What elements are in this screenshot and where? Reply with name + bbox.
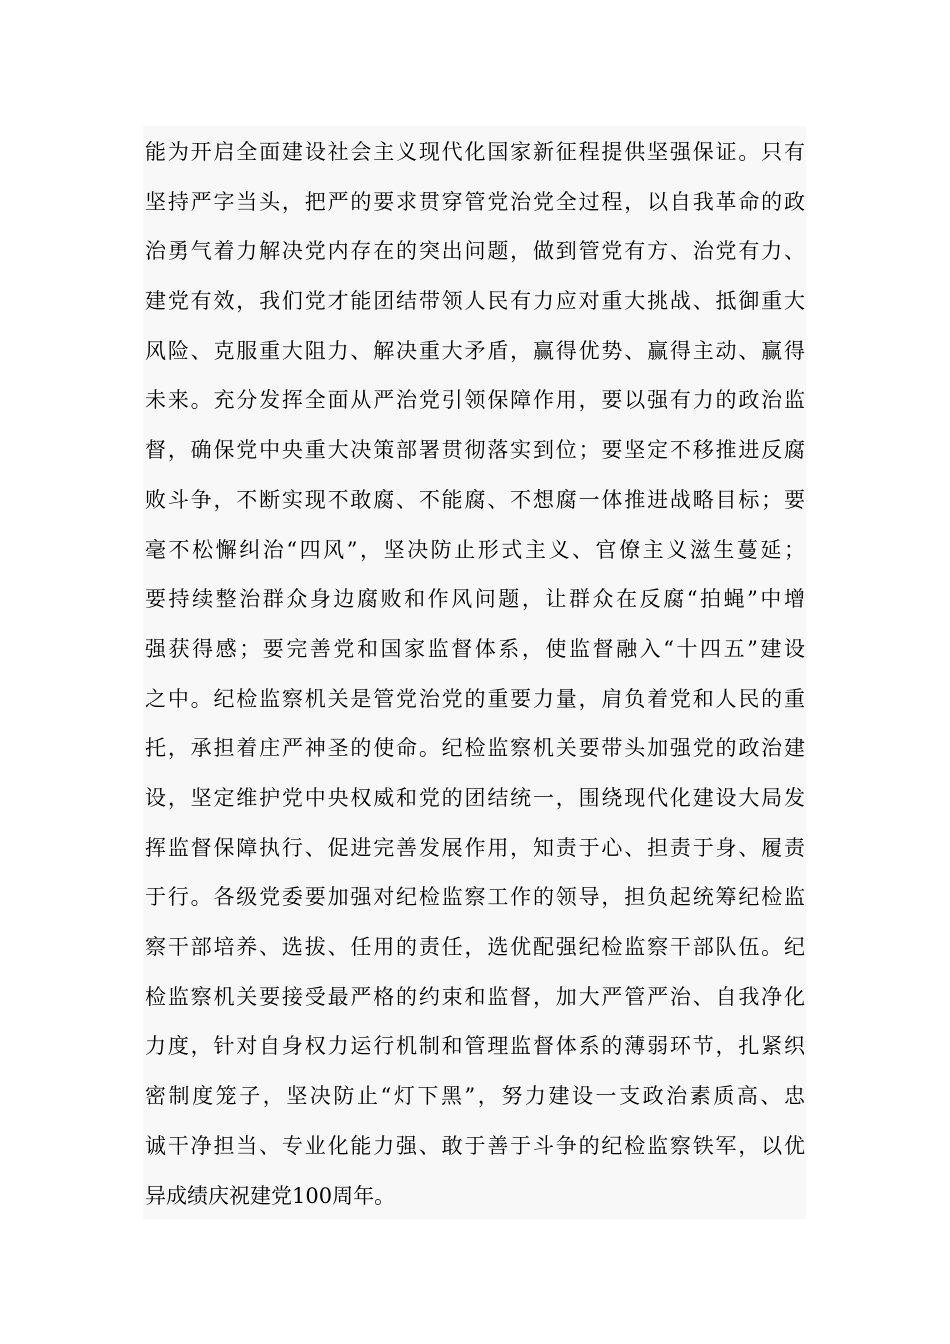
text-line: 败斗争，不断实现不敢腐、不能腐、不想腐一体推进战略目标；要 [145, 488, 805, 512]
text-line: 异成绩庆祝建党100周年。 [145, 1184, 396, 1208]
text-line: 密制度笼子，坚决防止“灯下黑”，努力建设一支政治素质高、忠 [145, 1084, 805, 1108]
text-line: 力度，针对自身权力运行机制和管理监督体系的薄弱环节，扎紧织 [145, 1034, 805, 1058]
text-line: 托，承担着庄严神圣的使命。纪检监察机关要带头加强党的政治建 [145, 736, 805, 760]
text-line: 诚干净担当、专业化能力强、敢于善于斗争的纪检监察铁军，以优 [145, 1134, 805, 1158]
text-line: 毫不松懈纠治“四风”，坚决防止形式主义、官僚主义滋生蔓延； [145, 538, 805, 562]
body-text [143, 126, 806, 1219]
text-line: 风险、克服重大阻力、解决重大矛盾，赢得优势、赢得主动、赢得 [145, 339, 805, 363]
text-line: 检监察机关要接受最严格的约束和监督，加大严管严治、自我净化 [145, 985, 805, 1009]
text-line: 坚持严字当头，把严的要求贯穿管党治党全过程，以自我革命的政 [145, 190, 805, 214]
text-line: 设，坚定维护党中央权威和党的团结统一，围绕现代化建设大局发 [145, 786, 805, 810]
text-line: 建党有效，我们党才能团结带领人民有力应对重大挑战、抵御重大 [145, 289, 805, 313]
text-line: 于行。各级党委要加强对纪检监察工作的领导，担负起统筹纪检监 [145, 885, 805, 909]
text-line: 之中。纪检监察机关是管党治党的重要力量，肩负着党和人民的重 [145, 687, 805, 711]
text-line: 要持续整治群众身边腐败和作风问题，让群众在反腐“拍蝇”中增 [145, 587, 805, 611]
text-line: 督，确保党中央重大决策部署贯彻落实到位；要坚定不移推进反腐 [145, 438, 805, 462]
text-line: 能为开启全面建设社会主义现代化国家新征程提供坚强保证。只有 [145, 140, 805, 164]
text-line: 治勇气着力解决党内存在的突出问题，做到管党有方、治党有力、 [145, 239, 805, 263]
text-line: 未来。充分发挥全面从严治党引领保障作用，要以强有力的政治监 [145, 388, 805, 412]
text-line: 挥监督保障执行、促进完善发展作用，知责于心、担责于身、履责 [145, 836, 805, 860]
text-line: 察干部培养、选拔、任用的责任，选优配强纪检监察干部队伍。纪 [145, 935, 805, 959]
text-line: 强获得感；要完善党和国家监督体系，使监督融入“十四五”建设 [145, 637, 805, 661]
